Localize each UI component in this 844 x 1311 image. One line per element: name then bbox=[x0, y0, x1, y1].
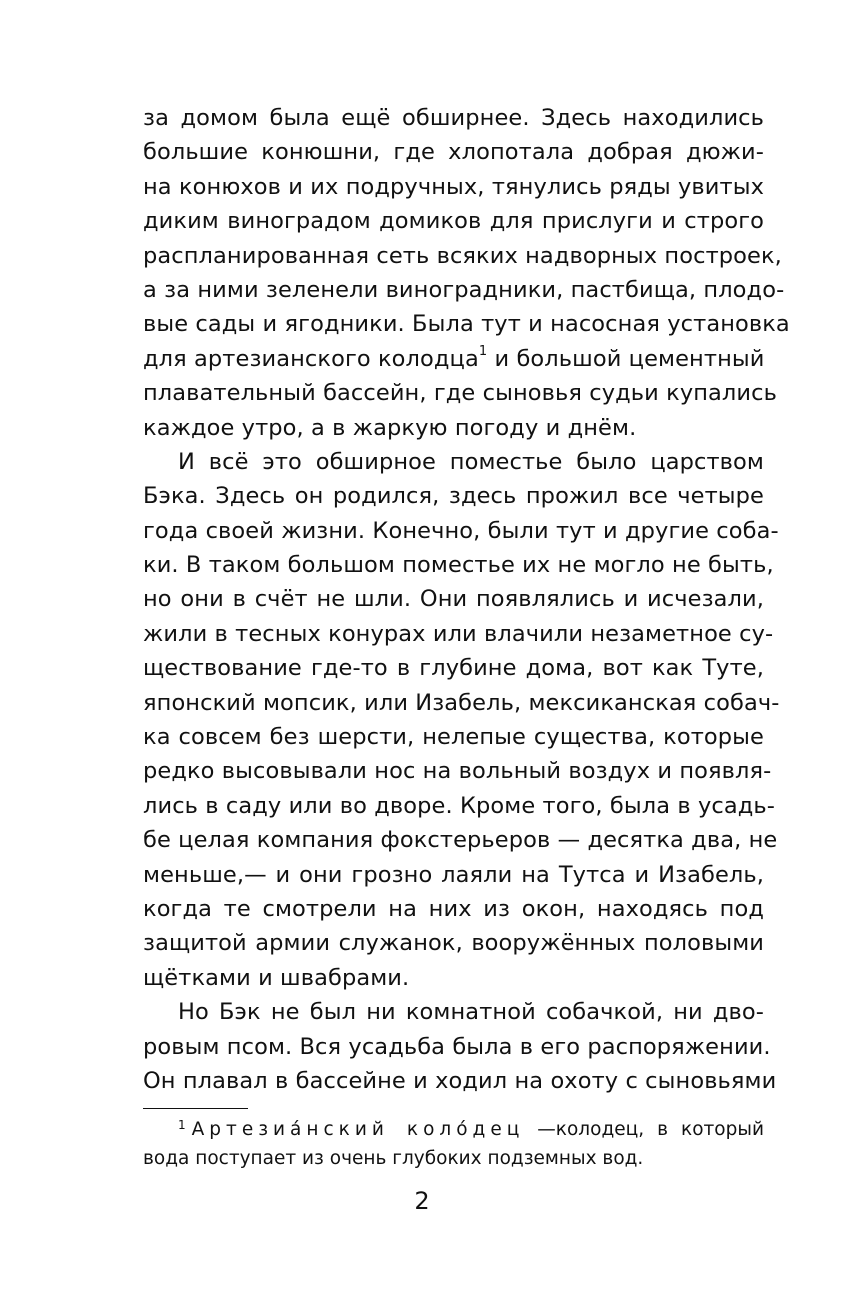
text-line: года своей жизни. Конечно, были тут и другие соба- bbox=[143, 517, 779, 544]
text-line: жили в тесных конурах или влачили незаметное су- bbox=[143, 620, 774, 647]
text-line: ществование где-то в глубине дома, вот как Туте, bbox=[143, 655, 764, 682]
footnote-reference[interactable]: 1 bbox=[478, 344, 488, 360]
text-line: японский мопсик, или Изабель, мексиканская собач- bbox=[143, 689, 780, 716]
footnote-line: вода поступает из очень глубоких подземных вод. bbox=[143, 1148, 644, 1169]
text-line: И всё это обширное поместье было царством bbox=[178, 448, 764, 475]
text-line: ровым псом. Вся усадьба была в его распоряжении. bbox=[143, 1033, 771, 1060]
footnote-term: Артезиа́нский коло́дец bbox=[191, 1119, 525, 1140]
text-line: бе целая компания фокстерьеров — десятка два, не bbox=[143, 827, 778, 854]
text-line: плавательный бассейн, где сыновья судьи купались bbox=[143, 380, 777, 407]
text-line: ка совсем без шерсти, нелепые существа, которые bbox=[143, 724, 764, 751]
footnote-line bbox=[143, 1116, 764, 1145]
text-segment: для артезианского колодца bbox=[143, 345, 479, 372]
text-line: редко высовывали нос на вольный воздух и появля- bbox=[143, 758, 772, 785]
text-line: за домом была ещё обширнее. Здесь находились bbox=[143, 105, 764, 131]
text-line: лись в саду или во дворе. Кроме того, была в усадь- bbox=[143, 792, 775, 819]
text-line: большие конюшни, где хлопотала добрая дюжи- bbox=[143, 139, 764, 166]
footnote bbox=[143, 1116, 764, 1172]
text-line: меньше,— и они грозно лаяли на Тутса и Изабель, bbox=[143, 861, 764, 888]
footnote-marker: 1 bbox=[178, 1118, 186, 1132]
text-line: на конюхов и их подручных, тянулись ряды увитых bbox=[143, 173, 764, 200]
text-line: ки. В таком большом поместье их не могло не быть, bbox=[143, 552, 774, 579]
text-segment: и большой цементный bbox=[487, 345, 765, 372]
text-line: Он плавал в бассейне и ходил на охоту с сыновьями bbox=[143, 1067, 777, 1094]
footnote-divider bbox=[143, 1108, 248, 1109]
text-line-with-footnote-ref bbox=[143, 342, 764, 376]
body-text bbox=[143, 101, 790, 1098]
text-line: Но Бэк не был ни комнатной собачкой, ни дво- bbox=[178, 999, 764, 1026]
text-line: вые сады и ягодники. Была тут и насосная установка bbox=[143, 311, 790, 338]
text-line: Бэка. Здесь он родился, здесь прожил все четыре bbox=[143, 483, 764, 510]
text-line: щётками и швабрами. bbox=[143, 964, 410, 991]
text-line: когда те смотрели на них из окон, находясь под bbox=[143, 895, 764, 922]
footnote-definition: —колодец, в который bbox=[524, 1119, 764, 1140]
text-line: распланированная сеть всяких надворных построек, bbox=[143, 242, 782, 269]
text-line: каждое утро, а в жаркую погоду и днём. bbox=[143, 414, 637, 441]
text-line: диким виноградом домиков для прислуги и строго bbox=[143, 208, 764, 235]
text-line: но они в счёт не шли. Они появлялись и исчезали, bbox=[143, 586, 764, 613]
text-line: защитой армии служанок, вооружённых половыми bbox=[143, 930, 764, 957]
text-line: а за ними зеленели виноградники, пастбища, плодо- bbox=[143, 276, 785, 303]
page-number: 2 bbox=[414, 1187, 430, 1215]
